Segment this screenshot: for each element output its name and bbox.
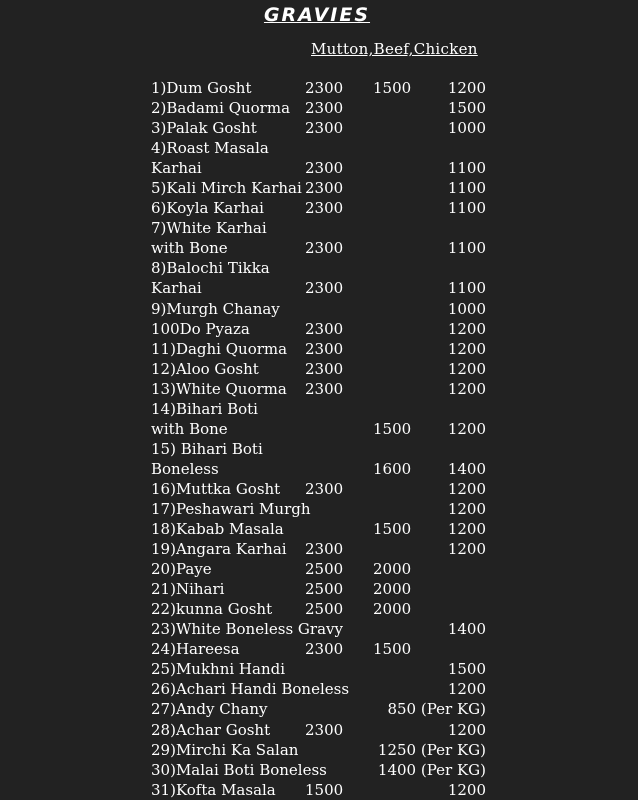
menu-row: [0, 278, 638, 298]
mutton-price: 2300: [305, 640, 344, 659]
menu-row: [0, 299, 638, 319]
mutton-price: 2300: [305, 319, 344, 338]
item-name: 4)Roast Masala: [151, 139, 269, 158]
item-name: Boneless: [151, 459, 219, 478]
item-name: 30)Malai Boti Boneless: [151, 760, 327, 779]
menu-row: [0, 98, 638, 118]
beef-price: 1500: [373, 79, 412, 97]
chicken-price: 1100: [447, 239, 486, 258]
menu-row: [0, 198, 638, 218]
menu-row: [0, 639, 638, 659]
menu-row: [0, 379, 638, 399]
mutton-price: 2300: [305, 179, 344, 198]
menu-row: [0, 519, 638, 539]
item-name: 17)Peshawari Murgh: [151, 499, 311, 518]
item-name: 5)Kali Mirch Karhai: [151, 179, 302, 198]
chicken-price: 1200: [447, 520, 486, 539]
item-name: 7)White Karhai: [151, 219, 267, 238]
chicken-price: 1200: [447, 339, 486, 358]
menu-row: [0, 419, 638, 439]
mutton-price: 2300: [305, 720, 344, 739]
beef-price: 1600: [373, 459, 412, 478]
beef-price: 2000: [373, 600, 412, 619]
chicken-price: 1500: [447, 99, 486, 118]
item-name: 24)Hareesa: [151, 640, 240, 659]
item-name: 8)Balochi Tikka: [151, 259, 270, 278]
chicken-price: 1200: [447, 479, 486, 498]
chicken-price: 1200: [447, 540, 486, 559]
item-name: 16)Muttka Gosht: [151, 479, 281, 498]
mutton-price: 2500: [305, 600, 344, 619]
menu-row: [0, 599, 638, 619]
item-name: 29)Mirchi Ka Salan: [151, 740, 299, 759]
item-name: 1)Dum Gosht: [151, 79, 252, 97]
item-name: 6)Koyla Karhai: [151, 199, 264, 218]
menu-row: [0, 619, 638, 639]
item-name: 23)White Boneless Gravy: [151, 620, 343, 639]
mutton-price: 2500: [305, 560, 344, 579]
chicken-price: 1400: [447, 459, 486, 478]
menu-row: [0, 699, 638, 719]
menu-row: [0, 559, 638, 579]
mutton-price: 2300: [305, 79, 344, 97]
page-title: GRAVIES: [263, 4, 371, 26]
mutton-price: 2300: [305, 99, 344, 118]
item-name: 28)Achar Gosht: [151, 720, 271, 739]
mutton-price: 2300: [305, 159, 344, 178]
item-name: 13)White Quorma: [151, 379, 287, 398]
item-name: 11)Daghi Quorma: [151, 339, 288, 358]
mutton-price: 2300: [305, 540, 344, 559]
chicken-price: 850 (Per KG): [387, 700, 486, 719]
mutton-price: 2300: [305, 479, 344, 498]
chicken-price: 1200: [447, 720, 486, 739]
chicken-price: 1200: [447, 419, 486, 438]
chicken-price: 1200: [447, 359, 486, 378]
item-name: 31)Kofta Masala: [151, 780, 276, 799]
menu-row: [0, 780, 638, 800]
menu-row: [0, 178, 638, 198]
chicken-price: 1200: [447, 319, 486, 338]
item-name: 19)Angara Karhai: [151, 540, 287, 559]
menu-row: [0, 579, 638, 599]
item-name: 22)kunna Gosht: [151, 600, 273, 619]
chicken-price: 1200: [447, 499, 486, 518]
menu-row: [0, 258, 638, 278]
item-name: 18)Kabab Masala: [151, 520, 284, 539]
item-name: 26)Achari Handi Boneless: [151, 680, 350, 699]
chicken-price: 1500: [447, 660, 486, 679]
item-name: with Bone: [151, 239, 228, 258]
mutton-price: 2300: [305, 279, 344, 298]
item-name: 100Do Pyaza: [151, 319, 250, 338]
mutton-price: 2300: [305, 199, 344, 218]
menu-row: [0, 439, 638, 459]
menu-row: [0, 499, 638, 519]
chicken-price: 1250 (Per KG): [377, 740, 486, 759]
menu-row: [0, 659, 638, 679]
chicken-price: 1200: [447, 680, 486, 699]
mutton-price: 2300: [305, 379, 344, 398]
mutton-price: 2500: [305, 580, 344, 599]
menu-row: [0, 479, 638, 499]
menu-row: [0, 319, 638, 339]
chicken-price: 1100: [447, 179, 486, 198]
menu-row: [0, 539, 638, 559]
item-name: 20)Paye: [151, 560, 212, 579]
chicken-price: 1200: [447, 780, 486, 799]
item-name: 15) Bihari Boti: [151, 439, 263, 458]
chicken-price: 1200: [447, 379, 486, 398]
mutton-price: 1500: [305, 780, 344, 799]
beef-price: 2000: [373, 580, 412, 599]
item-name: 2)Badami Quorma: [151, 99, 291, 118]
item-name: 25)Mukhni Handi: [151, 660, 286, 679]
item-name: 3)Palak Gosht: [151, 119, 257, 138]
menu-row: [0, 740, 638, 760]
chicken-price: 1000: [447, 299, 486, 318]
menu-list: [0, 78, 638, 800]
menu-row: [0, 158, 638, 178]
menu-row: [0, 459, 638, 479]
item-name: Karhai: [151, 279, 202, 298]
chicken-price: 1400 (Per KG): [377, 760, 486, 779]
mutton-price: 2300: [305, 119, 344, 138]
item-name: 14)Bihari Boti: [151, 399, 258, 418]
item-name: 21)Nihari: [151, 580, 225, 599]
mutton-price: 2300: [305, 339, 344, 358]
item-name: 12)Aloo Gosht: [151, 359, 259, 378]
menu-row: [0, 118, 638, 138]
beef-price: 2000: [373, 560, 412, 579]
item-name: Karhai: [151, 159, 202, 178]
beef-price: 1500: [373, 419, 412, 438]
chicken-price: 1400: [447, 620, 486, 639]
beef-price: 1500: [373, 520, 412, 539]
menu-row: [0, 679, 638, 699]
mutton-price: 2300: [305, 239, 344, 258]
item-name: 9)Murgh Chanay: [151, 299, 280, 318]
item-name: with Bone: [151, 419, 228, 438]
menu-row: [0, 339, 638, 359]
beef-price: 1500: [373, 640, 412, 659]
menu-row: [0, 138, 638, 158]
column-header: Mutton,Beef,Chicken: [311, 40, 478, 58]
menu-row: [0, 218, 638, 238]
chicken-price: 1100: [447, 279, 486, 298]
menu-row: [0, 238, 638, 258]
menu-row: [0, 720, 638, 740]
chicken-price: 1200: [447, 79, 486, 97]
menu-row: [0, 760, 638, 780]
chicken-price: 1100: [447, 199, 486, 218]
menu-row: [0, 399, 638, 419]
chicken-price: 1000: [447, 119, 486, 138]
menu-row: [0, 359, 638, 379]
item-name: 27)Andy Chany: [151, 700, 268, 719]
menu-row: [0, 78, 638, 98]
mutton-price: 2300: [305, 359, 344, 378]
chicken-price: 1100: [447, 159, 486, 178]
